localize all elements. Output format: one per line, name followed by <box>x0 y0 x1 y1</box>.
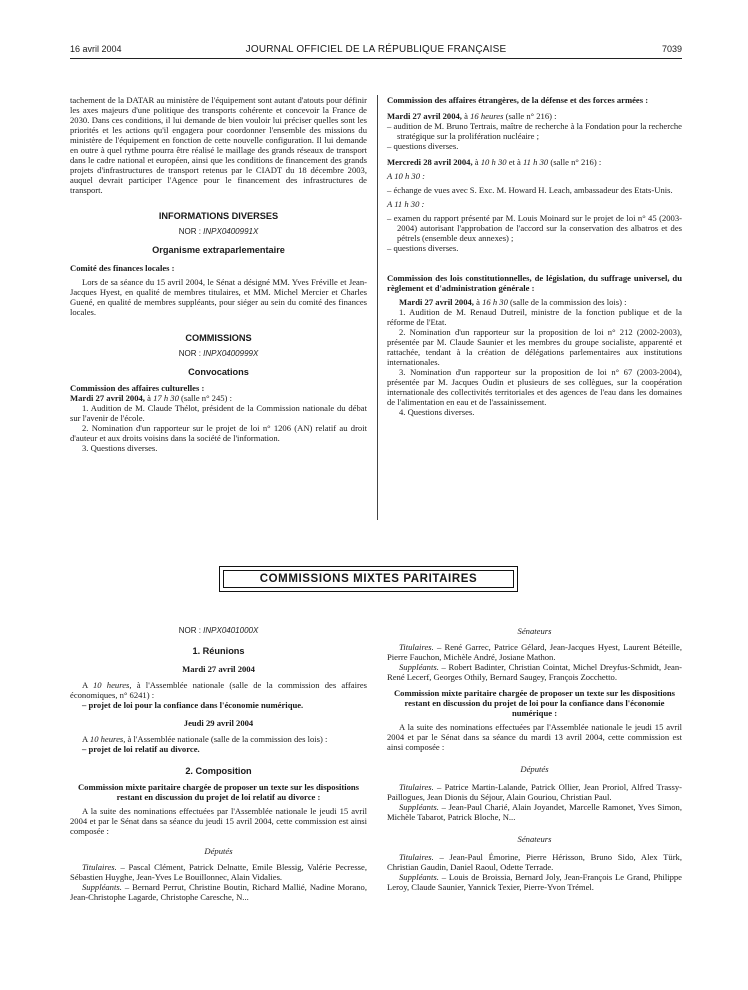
suppleants-line <box>387 802 682 822</box>
nor-code: INPX0401000X <box>203 626 259 635</box>
cmp2-title: Commission mixte paritaire chargée de proposer un texte sur les dispositions restant en discussion du projet de loi pour la confiance dans l'économie numérique : <box>393 688 676 718</box>
session-room: (salle de la commission des lois) : <box>510 297 627 307</box>
session-date: Mercredi 28 avril 2004, <box>387 157 473 167</box>
titulaires-names: – René Garrec, Patrice Gélard, Jean-Jacques Hyest, Laurent Béteille, Pierre Fauchon, Michèle André, Josiane Mathon. <box>387 642 682 662</box>
suppleants-line <box>387 872 682 892</box>
session-date: Mardi 27 avril 2004, <box>399 297 474 307</box>
intro-paragraph: tachement de la DATAR au ministère de l'équipement sont autant d'atouts pour définir les axes majeurs d'une politique des transports cohérente et concevoir la France de 2030. Dans ces conditions, il lui demande de bien vouloir lui préciser quelles sont les priorités et les actions qu'il engagera pour coordonner l'ensemble des missions du ministère de l'équipement en fonction de cette nouvelle configuration. Il lui demande en outre à quel rythme pourra être réalisé le maillage des grands réseaux de transport dans le cadre national et européen, ainsi que les conditions de financement des grands projets d'infrastructures de transport retenus par le CIADT du 18 décembre 2003, auquel devrait participer l'Agence pour le financement des infrastructures de transport. <box>70 95 367 195</box>
titulaires-line <box>387 852 682 872</box>
titulaires-line <box>387 642 682 662</box>
column-top-left <box>70 95 367 453</box>
list-item: 3. Nomination d'un rapporteur sur la proposition de loi n° 67 (2003-2004), présentée par M. Jacques Oudin et plusieurs de ses collègues, sur la coopération internationale des collectivités territoriales et des agences de l'eau dans les domaines de l'alimentation en eau et de l'assainissement. <box>387 367 682 407</box>
session-room: (salle n° 216) : <box>505 111 557 121</box>
culturelles-title: Commission des affaires culturelles : <box>70 383 205 393</box>
composition-title: 2. Composition <box>185 766 252 776</box>
cmp2-text: A la suite des nominations effectuées par l'Assemblée nationale le jeudi 15 avril 2004 et par le Sénat dans sa séance du mardi 13 avril 2004, cette commission est ainsi composée : <box>387 722 682 752</box>
session-a: à <box>476 297 480 307</box>
commissions-nor <box>70 349 367 359</box>
session-room: (salle n° 245) : <box>181 393 232 403</box>
list-item: 1. Audition de M. Renaud Dutreil, ministre de la fonction publique et de la réforme de l'Etat. <box>387 307 682 327</box>
titulaires-names: – Jean-Paul Émorine, Pierre Hérisson, Bruno Sido, Alex Türk, Christian Gaudin, Daniel Raoul, Odette Terrade. <box>387 852 682 872</box>
cmp-nor <box>70 626 367 636</box>
list-item: – examen du rapport présenté par M. Louis Moinard sur le projet de loi n° 45 (2003-2004) autorisant l'approbation de l'accord sur la conservation des albatros et des pétrels (ensemble deux annexes) ; <box>387 213 682 243</box>
list-item: – audition de M. Bruno Tertrais, maître de recherche à la Fondation pour la recherche stratégique sur la prolifération nucléaire ; <box>387 121 682 141</box>
titulaires-line <box>387 782 682 802</box>
jeudi-item: – projet de loi relatif au divorce. <box>82 744 200 754</box>
titulaires-line <box>70 862 367 882</box>
list-item: 3. Questions diverses. <box>82 443 158 453</box>
page-number: 7039 <box>661 44 682 54</box>
banner-title: COMMISSIONS MIXTES PARITAIRES <box>223 570 514 588</box>
cmp1-text: A la suite des nominations effectuées par l'Assemblée nationale le jeudi 15 avril 2004 et par le Sénat dans sa séance du jeudi 15 avril 2004, cette commission est ainsi composée : <box>70 806 367 836</box>
session-a: à <box>147 393 151 403</box>
deputes-title: Députés <box>520 764 549 774</box>
session-text: à l'Assemblée nationale (salle de la commission des lois) : <box>127 734 328 744</box>
senateurs-title: Sénateurs <box>517 626 552 636</box>
etrangeres-title: Commission des affaires étrangères, de la défense et des forces armées : <box>387 95 649 105</box>
suppleants-names: – Robert Badinter, Christian Cointat, Michel Dreyfus-Schmidt, Jean-René Lecerf, Georges Othily, Bernard Saugey, François Zocchetto. <box>387 662 682 682</box>
suppleants-label: Suppléants. <box>399 872 439 882</box>
session-a: A <box>82 680 88 690</box>
suppleants-label: Suppléants. <box>399 662 439 672</box>
header-date: 16 avril 2004 <box>70 44 122 54</box>
culturelles-session <box>70 393 367 403</box>
nor-code: INPX0400991X <box>203 227 259 236</box>
page-header <box>70 44 682 58</box>
list-item: – questions diverses. <box>387 243 459 253</box>
column-divider <box>377 95 378 520</box>
nor-code: INPX0400999X <box>203 349 259 358</box>
senateurs-title: Sénateurs <box>517 834 552 844</box>
nor-label: NOR : <box>178 227 201 236</box>
mardi-title: Mardi 27 avril 2004 <box>182 664 255 674</box>
session-time: 10 heures, <box>89 734 126 744</box>
mardi-text <box>70 680 367 700</box>
etrangeres-mardi <box>387 111 682 121</box>
commissions-mixtes-banner <box>219 566 518 592</box>
nor-label: NOR : <box>178 349 201 358</box>
info-nor <box>70 227 367 237</box>
suppleants-label: Suppléants. <box>399 802 439 812</box>
header-rule <box>70 58 682 59</box>
session-date: Mardi 27 avril 2004, <box>70 393 145 403</box>
titulaires-names: – Pascal Clément, Patrick Delnatte, Emile Blessig, Valérie Pecresse, Sébastien Huyghe, Jean-Yves Le Bouillonnec, Alain Vidalies. <box>70 862 367 882</box>
etrangeres-mercredi <box>387 157 682 167</box>
suppleants-names: – Jean-Paul Charié, Alain Joyandet, Marcelle Ramonet, Yves Simon, Michèle Tabarot, Patrick Bloche, N... <box>387 802 682 822</box>
titulaires-label: Titulaires. <box>399 782 434 792</box>
deputes-title: Députés <box>204 846 233 856</box>
session-time: 11 h 30 <box>523 157 549 167</box>
list-item: 2. Nomination d'un rapporteur sur la proposition de loi n° 212 (2002-2003), présentée par M. Claude Saunier et les membres du groupe socialiste, apparenté et rattachée, tendant à la création de délégations parlementaires aux institutions internationales. <box>387 327 682 367</box>
session-time: 10 h 30 <box>480 157 507 167</box>
comite-text: Lors de sa séance du 15 avril 2004, le Sénat a désigné MM. Yves Fréville et Jean-Jacques Hyest, en qualité de membres titulaires, et MM. Michel Mercier et Charles Guené, en qualité de membres suppléants, pour siéger au sein du comité des finances locales. <box>70 277 367 317</box>
list-item: 1. Audition de M. Claude Thélot, président de la Commission nationale du débat sur l'avenir de l'école. <box>70 403 367 423</box>
slot-label: A 10 h 30 : <box>387 171 426 181</box>
suppleants-names: – Bernard Perrut, Christine Boutin, Richard Mallié, Nadine Morano, Jean-Christophe Lagarde, Christophe Caresche, N... <box>70 882 367 902</box>
session-time: 16 h 30 <box>482 297 508 307</box>
organisme-title: Organisme extraparlementaire <box>152 245 285 255</box>
suppleants-line <box>387 662 682 682</box>
suppleants-line <box>70 882 367 902</box>
mardi-item: – projet de loi pour la confiance dans l'économie numérique. <box>82 700 304 710</box>
suppleants-names: – Louis de Broissia, Bernard Joly, Jean-François Le Grand, Philippe Leroy, Claude Saunier, Yannick Texier, Pierre-Yvon Trémel. <box>387 872 683 892</box>
informations-diverses-title: INFORMATIONS DIVERSES <box>158 211 279 221</box>
session-et: et à <box>508 157 521 167</box>
session-a: à <box>464 111 468 121</box>
lois-session <box>387 297 682 307</box>
session-text: à l'Assemblée nationale (salle de la commission des affaires économiques, n° 6241) : <box>70 680 368 700</box>
commissions-title: COMMISSIONS <box>185 333 252 343</box>
list-item: 4. Questions diverses. <box>399 407 475 417</box>
titulaires-label: Titulaires. <box>82 862 117 872</box>
session-time: 16 heures <box>470 111 504 121</box>
journal-title: JOURNAL OFFICIEL DE LA RÉPUBLIQUE FRANÇAISE <box>245 44 507 55</box>
list-item: – échange de vues avec S. Exc. M. Howard H. Leach, ambassadeur des Etats-Unis. <box>387 185 673 195</box>
reunions-title: 1. Réunions <box>192 646 245 656</box>
session-date: Mardi 27 avril 2004, <box>387 111 462 121</box>
session-room: (salle n° 216) : <box>550 157 602 167</box>
list-item: – questions diverses. <box>387 141 459 151</box>
nor-label: NOR : <box>178 626 201 635</box>
session-a: A <box>82 734 88 744</box>
slot-label: A 11 h 30 : <box>387 199 425 209</box>
column-bottom-left <box>70 626 367 902</box>
lois-title: Commission des lois constitutionnelles, de législation, du suffrage universel, du règlement et d'administration générale : <box>387 273 682 293</box>
titulaires-names: – Patrice Martin-Lalande, Patrick Ollier, Jean Proriol, Alfred Trassy-Paillogues, Jean Dionis du Séjour, Alain Gouriou, Christian Paul. <box>387 782 682 802</box>
titulaires-label: Titulaires. <box>399 642 434 652</box>
session-time: 10 heures, <box>92 680 132 690</box>
comite-title: Comité des finances locales : <box>70 263 175 273</box>
titulaires-label: Titulaires. <box>399 852 434 862</box>
column-bottom-right <box>387 626 682 892</box>
column-top-right <box>387 95 682 417</box>
cmp1-title: Commission mixte paritaire chargée de proposer un texte sur les dispositions restant en discussion du projet de loi relatif au divorce : <box>77 782 360 802</box>
suppleants-label: Suppléants. <box>82 882 122 892</box>
session-a: à <box>474 157 479 167</box>
convocations-title: Convocations <box>188 367 249 377</box>
jeudi-text <box>70 734 367 744</box>
list-item: 2. Nomination d'un rapporteur sur le projet de loi n° 1206 (AN) relatif au droit d'auteur et aux droits voisins dans la société de l'information. <box>70 423 367 443</box>
session-time: 17 h 30 <box>153 393 179 403</box>
jeudi-title: Jeudi 29 avril 2004 <box>183 718 254 728</box>
